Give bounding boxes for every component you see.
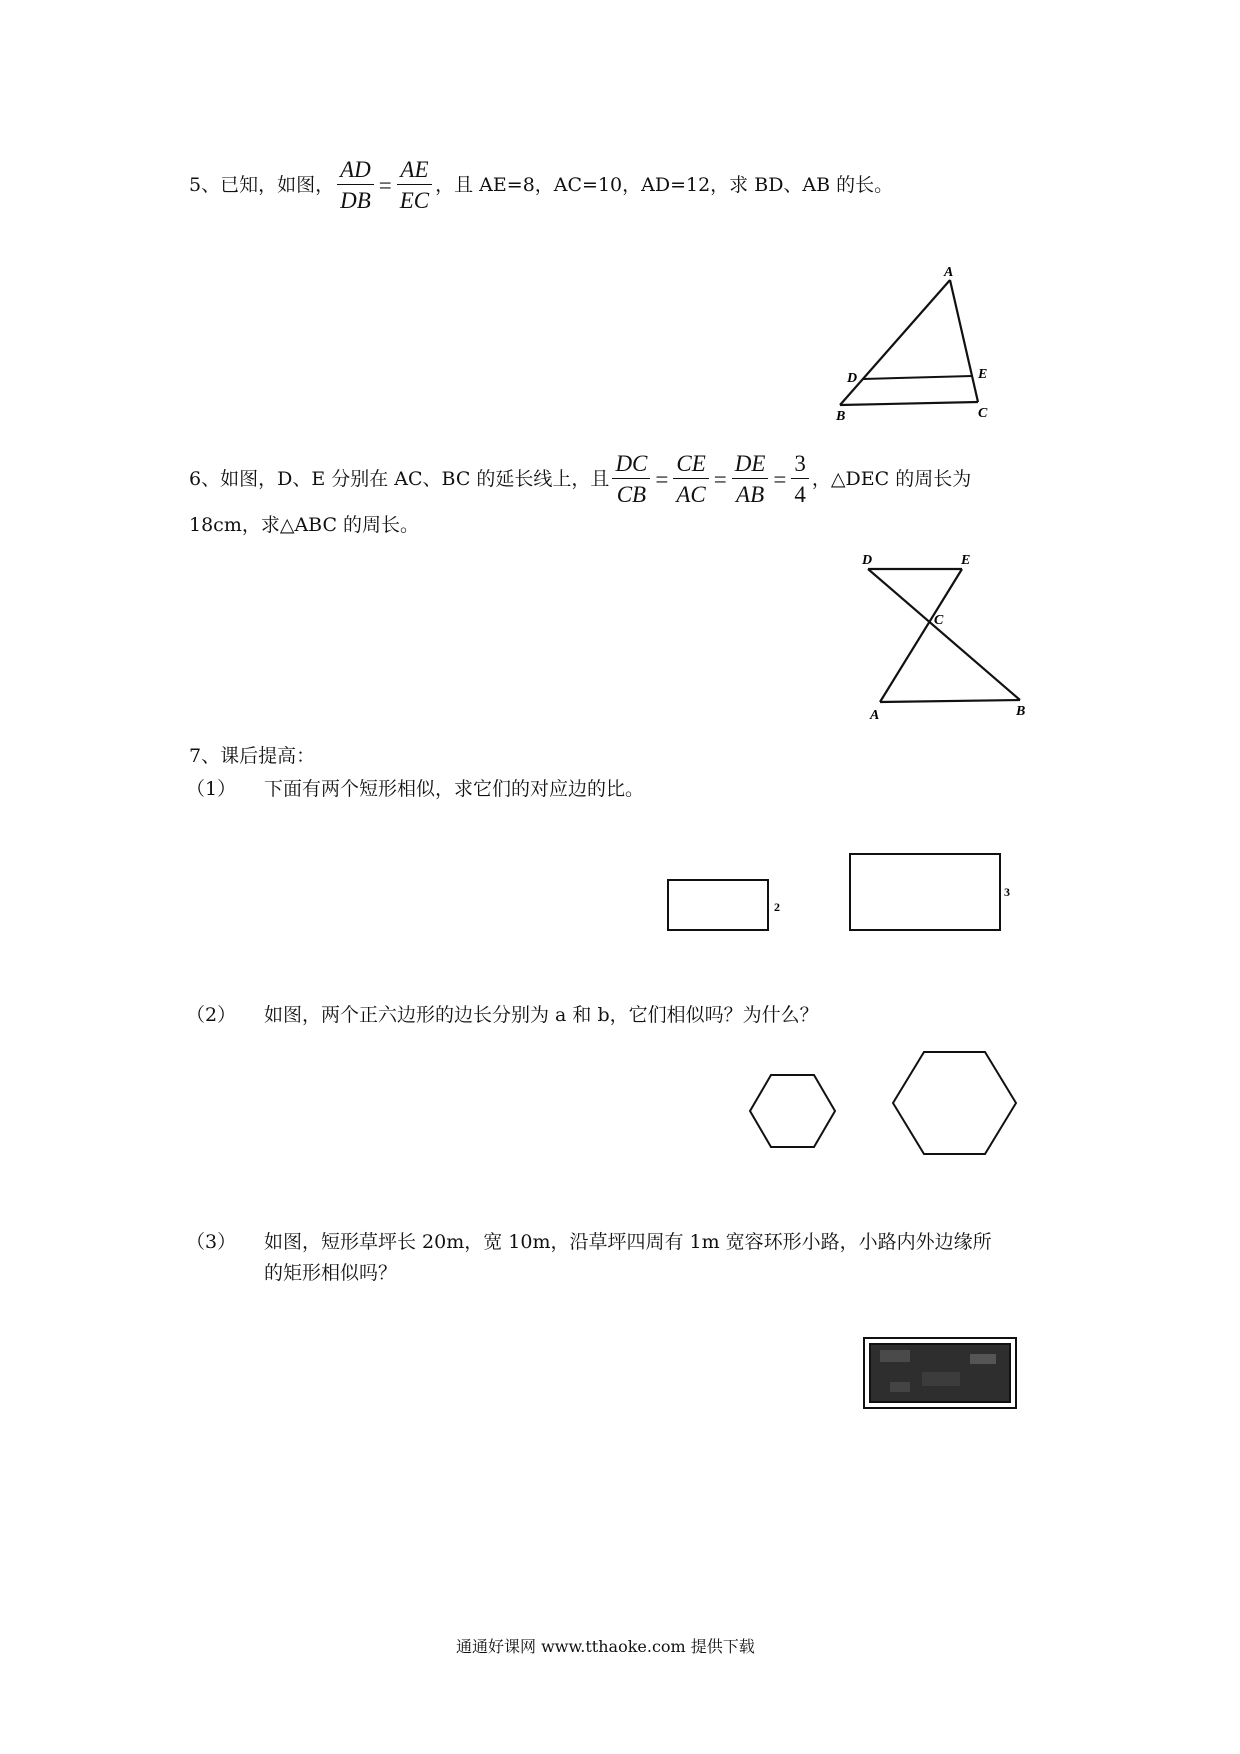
label-b: B [836,409,846,424]
q7-part1-text: 下面有两个短形相似，求它们的对应边的比。 [264,778,645,800]
q7-lawn-figure [862,1336,1022,1412]
q6-fraction-dc-cb: $\frac{DC}{CB}$ [612,452,650,506]
q7-part1-number: （1） [186,778,237,800]
q6-fraction-de-ab: $\frac{DE}{AB}$ [732,452,769,506]
label-a: A [944,265,954,280]
label-e: E [961,553,971,568]
label-c: C [978,406,988,421]
label-e: E [978,367,988,382]
label-d: D [862,553,873,568]
question-5 [189,158,893,212]
q5-suffix: ，且 AE=8，AC=10，AD=12，求 BD、AB 的长。 [435,173,894,196]
q6-fraction-ce-ac: $\frac{CE}{AC}$ [673,452,708,506]
q5-triangle-figure [830,262,1010,422]
equals-sign: = [655,466,669,492]
q6-bowtie-figure [860,552,1040,722]
q7-title: 7、课后提高： [189,745,316,767]
q7-hexagons-figure [720,1040,1020,1170]
equals-sign: = [713,466,727,492]
q7-part3-text-line2: 的矩形相似吗？ [264,1262,398,1284]
equals-sign: = [378,172,392,198]
large-rect-side-label: 3 [1004,885,1010,899]
q7-rectangles-figure [660,850,1020,940]
q5-prefix: 5、已知，如图， [189,173,335,196]
q7-part2-number: （2） [186,1004,237,1026]
label-d: D [847,371,858,386]
q6-line-2: 18cm，求△ABC 的周长。 [189,514,420,536]
question-6 [189,452,971,506]
q6-suffix: ，△DEC 的周长为 [811,467,972,490]
q5-fraction-ad-db: $\frac{AD}{DB}$ [337,158,374,212]
label-b: B [1016,704,1026,719]
label-a: A [870,708,880,723]
q7-part3-number: （3） [186,1231,237,1253]
q7-part3-text: 如图，短形草坪长 20m，宽 10m，沿草坪四周有 1m 宽容环形小路，小路内外边缘所 [264,1231,992,1253]
q6-fraction-3-4: $\frac{3}{4}$ [791,452,809,506]
page-footer: 通通好课网 www.tthaoke.com 提供下载 [456,1637,755,1656]
equals-sign: = [773,466,787,492]
q7-part2-text: 如图，两个正六边形的边长分别为 a 和 b，它们相似吗？为什么？ [264,1004,819,1026]
q6-prefix: 6、如图，D、E 分别在 AC、BC 的延长线上，且 [189,467,610,490]
q5-fraction-ae-ec: $\frac{AE}{EC}$ [397,158,432,212]
small-rect-side-label: 2 [774,900,780,914]
label-c: C [934,613,944,628]
